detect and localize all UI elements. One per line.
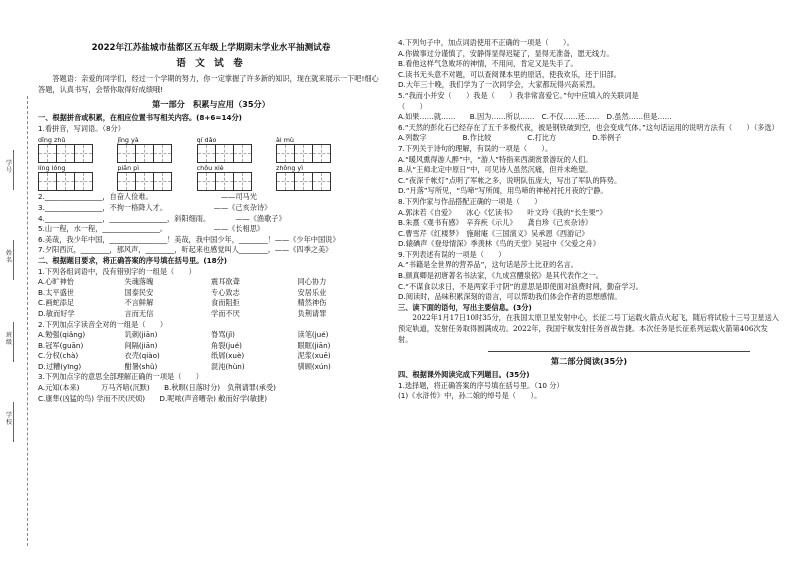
pinyin-label: chōu xiè <box>196 164 224 173</box>
fill-line[interactable]: 6.美哉，我少年中国，________________！美哉，我中国少年，________！——《少年中国说》 <box>38 234 340 244</box>
question-line: 7.下列关于诗句的理解，有误的一项是（ ）。 <box>398 143 553 153</box>
q3-mc-prompt: 3.下列加点字的意思全部理解正确的一项是（ ） <box>38 372 203 382</box>
fill-line[interactable]: 7.夕阳西沉，________，那风声，________，听起来也感觉叫人________。——《四季之美》 <box>38 245 333 255</box>
option[interactable]: A.元知(本来) 万马齐喑(沉默) B.秋暝(日落时分) 负荆请罪(承受) <box>38 383 276 393</box>
fill-line[interactable]: 5.山一程，水一程，________________。 ——《长相思》 <box>38 224 265 234</box>
option-row <box>38 288 384 299</box>
class-field[interactable] <box>13 322 15 362</box>
option[interactable]: A.如果……就…… B.因为……所以…… C.不仅……还…… D.虽然……但是…… <box>398 112 672 122</box>
option[interactable]: C.康隼(凶猛的鸟) 学而不厌(厌烦) D.呢哝(声音嘈杂) 敝而好学(敏捷) <box>38 393 268 403</box>
option-word: 负荆请罪 <box>297 308 327 318</box>
answer-line[interactable] <box>488 351 750 352</box>
pinyin-label: qí dǎo <box>196 136 217 145</box>
section2-heading: 二、根据题目要求，将正确答案的序号填在括号里。(18分) <box>38 255 228 265</box>
question-line: 8.下列作家与作品搭配正确的一项是（ ） <box>398 196 542 206</box>
option[interactable]: D.“月落”写所见，“鸟啼”写所闻，用鸟啼的神秘衬托月夜的宁静。 <box>398 186 608 196</box>
option[interactable]: D.敏而好学 <box>38 308 75 318</box>
q2-mc-prompt: 2.下列加点字读音全对的一组是（ ） <box>38 319 168 329</box>
option-row <box>38 330 384 341</box>
margin-label-class: 班级 <box>5 332 12 346</box>
pinyin-label: piān pì <box>117 164 139 173</box>
pinyin-label: jīng yà <box>117 136 139 145</box>
fill-line[interactable]: 2.________________，自奋人俭难。 ——司马光 <box>38 192 257 202</box>
option-word: 驯顾(xún) <box>297 361 331 371</box>
exam-title: 2022年江苏盐城市盐都区五年级上学期期末学业水平抽测试卷 <box>91 43 331 53</box>
pinyin-label: dīng zhǔ <box>38 136 66 145</box>
fill-line[interactable]: 3.________________，不拘一格降人才。 ——《己亥杂诗》 <box>38 202 272 212</box>
answer-blank[interactable]: （ ） <box>398 101 427 111</box>
option-row <box>38 298 384 309</box>
part1-title: 第一部分 积累与应用（35分） <box>152 99 270 110</box>
part2-title: 第二部分阅读(35分) <box>550 356 628 367</box>
question-line: (1)《水浒传》中，孙二娘的绰号是（ ）。 <box>398 391 542 401</box>
option[interactable]: A.心旷神怡 <box>38 277 74 287</box>
writing-grid[interactable] <box>38 172 100 190</box>
left-column <box>38 38 384 404</box>
option[interactable]: C.“夜深千帐灯”点明了军帐之多，说明队伍庞大，写出了军队的阵势。 <box>398 175 622 185</box>
option[interactable]: A.郭沫若《自爱》 冰心《忆读书》 叶文玲《我的“长生果”》 <box>398 207 607 217</box>
option-row <box>38 362 384 373</box>
option-word: 角裂(jué) <box>211 340 242 350</box>
option-word: 同心协力 <box>297 277 327 287</box>
option[interactable]: C.“不谋食以求日，不是两家手寸阴”的意思是即使面对浪费时间，勤奋学习。 <box>398 281 643 291</box>
option[interactable]: C.分权(chà) <box>38 351 79 361</box>
option-word: 讥刺(jiān) <box>124 330 158 340</box>
pinyin-row-1 <box>38 136 338 162</box>
option[interactable]: A.勉强(qiǎng) <box>38 330 86 340</box>
writing-grid[interactable] <box>117 144 179 162</box>
section1-heading: 一、根据拼音或积累，在相应位置书写相关内容。(8+6=14分) <box>38 113 242 123</box>
option-word: 间隔(jiān) <box>124 340 158 350</box>
option-word: 眼眶(jiān) <box>297 340 331 350</box>
school-field[interactable] <box>13 402 15 442</box>
fill-line[interactable]: 4.________________，________________，斜阳细雨。 ——《渔歌子》 <box>38 213 286 223</box>
option[interactable]: B.看他这样气急败坏的神情，不用问，肯定又是失手了。 <box>398 59 578 69</box>
option-word: 泥浆(xuē) <box>297 351 331 361</box>
pinyin-label: líng lóng <box>38 164 66 173</box>
q1-mc-prompt: 1.下列各组词语中，没有错别字的一组是（ ） <box>38 266 196 276</box>
option[interactable]: B.从“王师北定中原日”中，可见诗人虽然沉痛，但并未绝望。 <box>398 165 593 175</box>
binding-margin <box>0 0 38 561</box>
right-column <box>398 38 780 402</box>
option[interactable]: A.你做事过分谨慎了，安静得显得迟疑了，显得无准备，愿无线力。 <box>398 48 614 58</box>
option-word: 学而不厌 <box>211 308 240 318</box>
margin-label-student-id: 学号 <box>5 160 12 174</box>
writing-grid[interactable] <box>276 172 338 190</box>
pinyin-row-2 <box>38 164 338 190</box>
question-line: 6.“天然的彭化石已经存在了五千多极代夜，被是钢铁破到空，也会变成气体。”这句话运用的说明方法有（ ）（多选） <box>398 122 779 132</box>
option-row <box>38 341 384 352</box>
option[interactable]: D.阅读时，品味积累深刻的语言，可以帮助我们体会作者的思想感情。 <box>398 292 622 302</box>
question-line: 9.下列表述有误的一项是（ ） <box>398 249 506 259</box>
writing-grid[interactable] <box>38 144 100 162</box>
writing-grid[interactable] <box>197 144 259 162</box>
writing-grid[interactable] <box>276 144 338 162</box>
fold-line <box>27 96 28 546</box>
option-word: 酣暑(shǔ) <box>124 361 158 371</box>
question-line: 4.下列句子中，加点词语使用不正确的一项是（ ）。 <box>398 38 574 47</box>
margin-label-school: 学校 <box>5 412 12 426</box>
option[interactable]: B.冠军(guān) <box>38 340 84 350</box>
option-row <box>38 277 384 288</box>
exam-subtitle: 语 文 试 卷 <box>176 58 246 69</box>
question-line: 5.“我而小并安（ ）我是（ ）我非常喜爱它。”句中应填入的关联词是 <box>398 90 639 100</box>
writing-grid[interactable] <box>117 172 179 190</box>
option[interactable]: D.辕碘声《登母情深》季羡林《鸟的天堂》吴冠中《父爱之舟》 <box>398 239 600 249</box>
option[interactable]: A.“书籍是全世界的营养品”，这句话是莎士比亚的名言。 <box>398 260 578 270</box>
option[interactable]: C.画蛇添足 <box>38 298 75 308</box>
option-word: 衣壳(qiào) <box>124 351 160 361</box>
option[interactable]: B.朱熹《观书有感》 辛弃疾《示儿》 龚自珍《己亥杂诗》 <box>398 218 593 228</box>
news-passage: 2022年1月17日10时35分，在我国太原卫星发射中心，长征二号丁运载火箭点火起飞，随后将试验十三号卫星送入预定轨道，发射任务取得圆满成功。2022年，我国宇航发射任务首战告捷。本次任务是长征系列运载火箭第406次发射。 <box>398 313 779 344</box>
option-word: 脊骂(jǐ) <box>211 330 235 340</box>
option[interactable]: B.太平盛世 <box>38 287 74 297</box>
option-word: 安居乐业 <box>297 287 327 297</box>
option-row <box>38 351 384 362</box>
option-word: 专心致志 <box>211 287 240 297</box>
option[interactable]: B.颜真卿是初唐著名书法家，《九成宫醴泉铭》是其代表作之一。 <box>398 271 603 281</box>
option-word: 不言鲜解 <box>124 298 154 308</box>
option-word: 纸屑(xuè) <box>211 351 245 361</box>
option[interactable]: A.“暖风熏得游人醉”中，“游人”特指来西湖赏景游玩的人们。 <box>398 154 593 164</box>
section3-heading: 三、读下面的语句，写出主要信息。(3分) <box>398 302 532 312</box>
option[interactable]: C.曹雪芹《红楼梦》 施耐庵《三国演义》吴承恩《西游记》 <box>398 228 589 238</box>
pinyin-label: ài mù <box>275 136 294 145</box>
option-word: 言而无信 <box>124 308 154 318</box>
option[interactable]: D.过糟(yīng) <box>38 361 82 371</box>
option-word: 混沌(hùn) <box>211 361 245 371</box>
margin-label-name: 姓名 <box>5 250 12 264</box>
option-word: 国泰民安 <box>124 287 154 297</box>
option[interactable]: D.大年三十晚，我们学为了一次同学会，大家都玩得兴高采烈。 <box>398 80 600 90</box>
option-word: 精然神伤 <box>297 298 327 308</box>
option-word: 读笔(jué) <box>297 330 329 340</box>
greeting-text: 答题语：亲爱的同学们，经过一个学期的努力，你一定掌握了许多新的知识，现在就来展示一下吧!细心答题，认真书写，会帮你取得好成绩哦! <box>38 74 379 94</box>
section4-heading: 四、根据课外阅读完成下列题目。(35分) <box>398 370 530 380</box>
option-word: 震耳欲聋 <box>211 277 240 287</box>
option[interactable]: A.列数字 B.作比较 C.打比方 D.举例子 <box>398 133 622 143</box>
option-row <box>38 309 384 320</box>
student-id-field[interactable] <box>13 150 15 190</box>
writing-grid[interactable] <box>197 172 259 190</box>
option-word: 失魂落魄 <box>124 277 154 287</box>
option-word: 食而阻拒 <box>211 298 240 308</box>
name-field[interactable] <box>13 240 15 280</box>
question-line: 1.选择题，将正确答案的序号填在括号里。（10 分） <box>398 380 564 390</box>
option[interactable]: C.读书无头意不对题，可以查阅课本里的原话，使我欢乐，还于旧部。 <box>398 69 621 79</box>
q1-prompt: 1.看拼音，写词语。（8分） <box>38 123 125 133</box>
pinyin-label: zhōng yì <box>275 164 303 173</box>
